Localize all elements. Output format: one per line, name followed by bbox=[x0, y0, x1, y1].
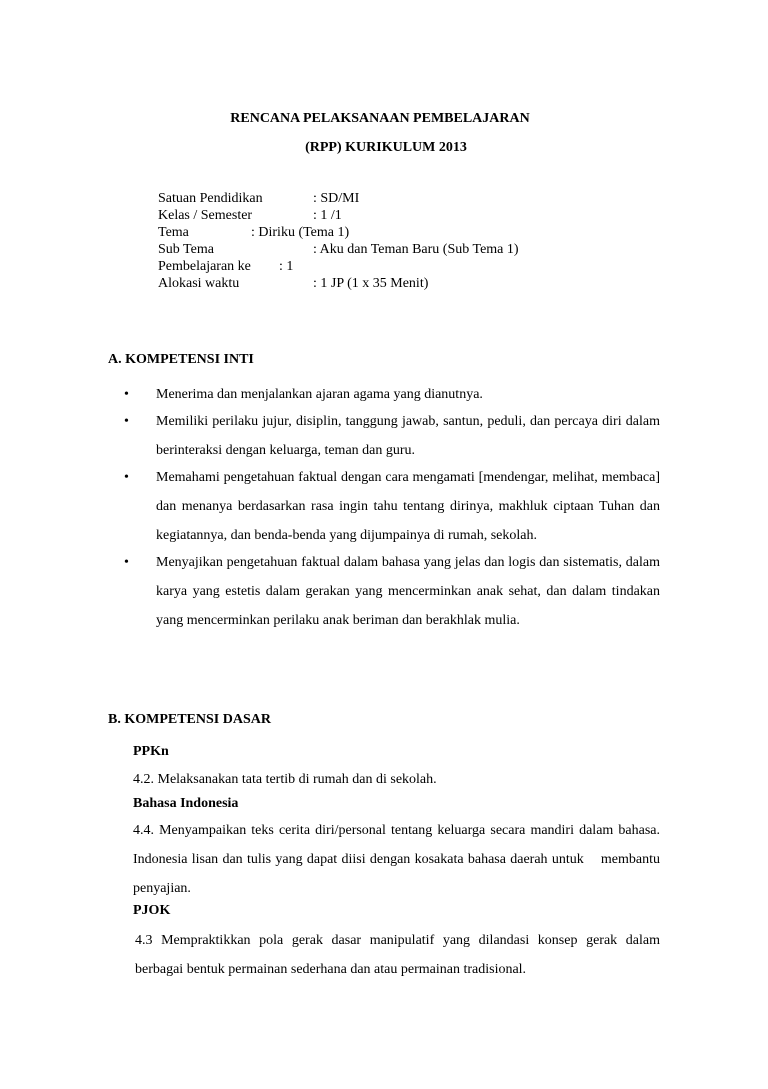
document-subtitle: (RPP) KURIKULUM 2013 bbox=[305, 140, 467, 155]
list-item-text: Memahami pengetahuan faktual dengan cara mengamati [mendengar, melihat, membaca] dan menanya berdasarkan rasa ingin tahu tentang dirinya, makhluk ciptaan Tuhan dan kegiatannya, dan benda-benda yang dijumpainya di rumah, sekolah. bbox=[156, 470, 660, 543]
list-item-text: Memiliki perilaku jujur, disiplin, tanggung jawab, santun, peduli, dan percaya diri dalam berinteraksi dengan keluarga, teman dan guru. bbox=[156, 414, 660, 458]
info-value: : SD/MI bbox=[313, 191, 360, 206]
info-value: : Diriku (Tema 1) bbox=[251, 225, 350, 240]
list-item-text: Menerima dan menjalankan ajaran agama yang dianutnya. bbox=[156, 387, 483, 402]
section-heading-kompetensi-inti: A. KOMPETENSI INTI bbox=[108, 352, 254, 367]
info-value: : Aku dan Teman Baru (Sub Tema 1) bbox=[313, 242, 519, 257]
info-label: Kelas / Semester bbox=[158, 208, 253, 223]
info-label: Tema bbox=[158, 225, 189, 240]
info-label: Alokasi waktu bbox=[158, 276, 240, 291]
info-label: Sub Tema bbox=[158, 242, 214, 257]
list-item-text: Menyajikan pengetahuan faktual dalam bahasa yang jelas dan logis dan sistematis, dalam karya yang estetis dalam gerakan yang mencerminkan anak sehat, dan dalam tindakan yang mencerminkan perilaku anak beriman dan berakhlak mulia. bbox=[156, 555, 660, 628]
subject-label-pjok: PJOK bbox=[133, 903, 171, 918]
list-item bbox=[120, 463, 660, 550]
list-item bbox=[120, 548, 660, 635]
bullet-icon: • bbox=[124, 555, 129, 570]
bullet-icon: • bbox=[124, 414, 129, 429]
subject-label-ppkn: PPKn bbox=[133, 744, 169, 759]
kd-text-pjok: 4.3 Mempraktikkan pola gerak dasar manipulatif yang dilandasi konsep gerak dalam berbagai bentuk permainan sederhana dan atau permainan tradisional. bbox=[135, 933, 674, 977]
subject-label-bahasa-indonesia: Bahasa Indonesia bbox=[133, 796, 239, 811]
list-item bbox=[120, 380, 660, 409]
info-value: : 1 bbox=[279, 259, 294, 274]
info-value: : 1 JP (1 x 35 Menit) bbox=[313, 276, 429, 291]
kompetensi-inti-list bbox=[120, 380, 660, 635]
section-heading-kompetensi-dasar: B. KOMPETENSI DASAR bbox=[108, 712, 271, 727]
info-label: Satuan Pendidikan bbox=[158, 191, 263, 206]
kd-text-bahasa-indonesia: 4.4. Menyampaikan teks cerita diri/personal tentang keluarga secara mandiri dalam bahasa. Indonesia lisan dan tulis yang dapat diisi dengan kosakata bahasa daerah untuk membantu penyajian. bbox=[133, 823, 664, 896]
bullet-icon: • bbox=[124, 387, 129, 402]
info-value: : 1 /1 bbox=[313, 208, 342, 223]
info-label: Pembelajaran ke bbox=[158, 259, 251, 274]
document-title: RENCANA PELAKSANAAN PEMBELAJARAN bbox=[230, 111, 530, 126]
list-item bbox=[120, 407, 660, 465]
bullet-icon: • bbox=[124, 470, 129, 485]
kd-text-ppkn: 4.2. Melaksanakan tata tertib di rumah dan di sekolah. bbox=[133, 772, 437, 787]
